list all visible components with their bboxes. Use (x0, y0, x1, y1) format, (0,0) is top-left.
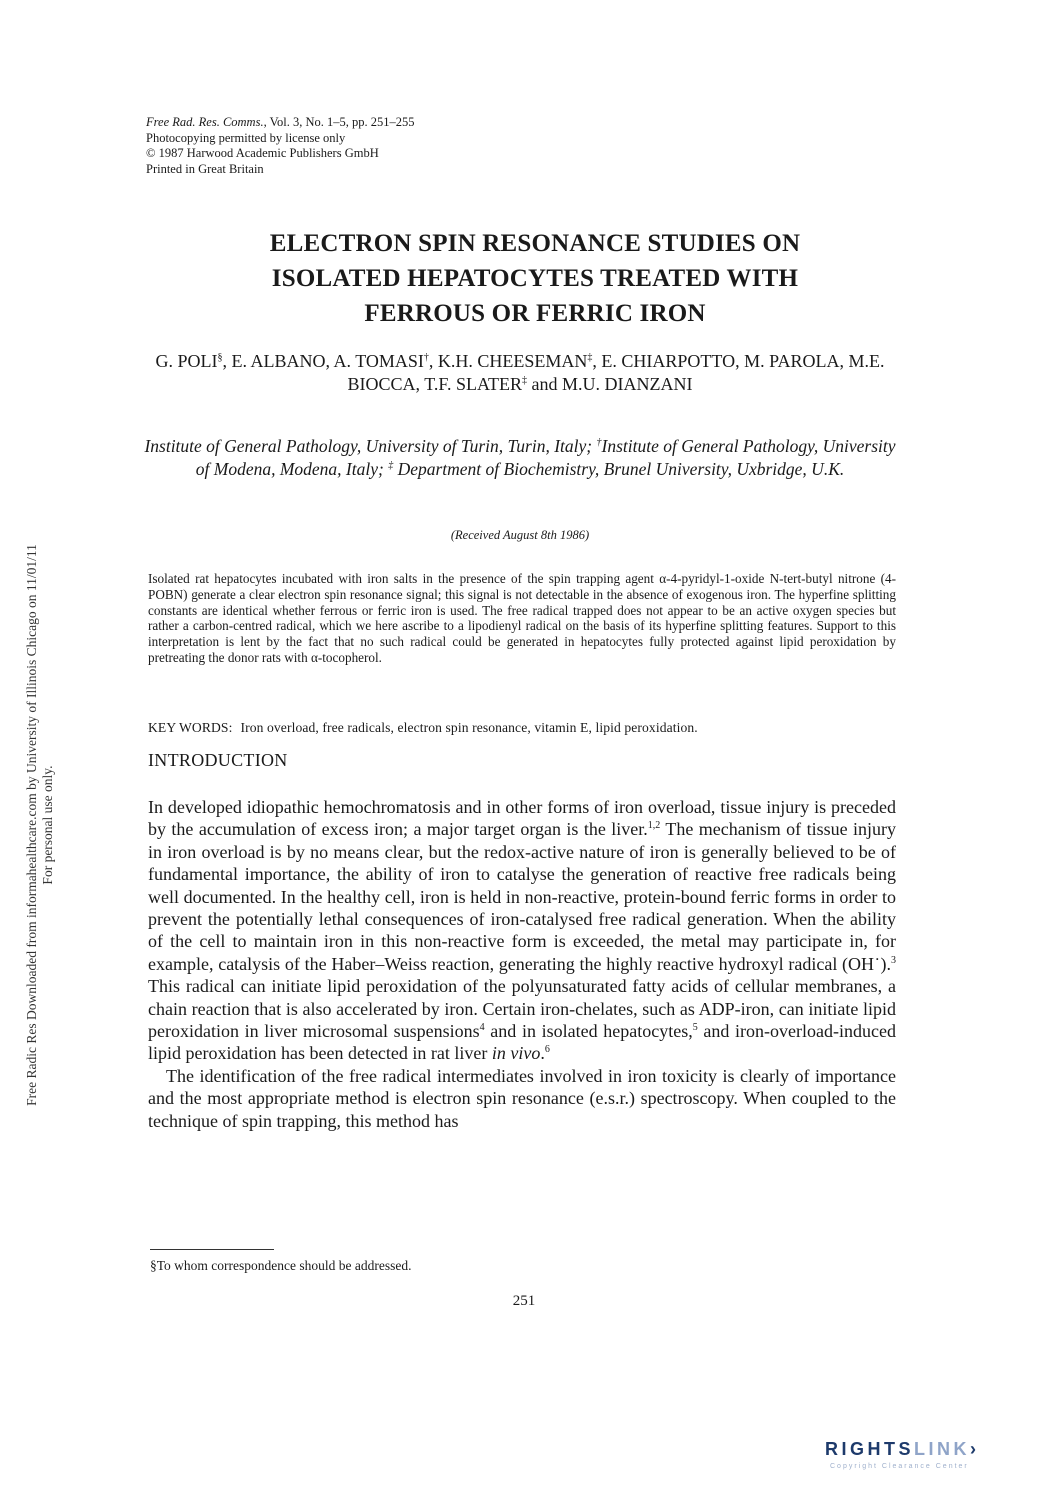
paper-title (120, 226, 950, 331)
title-line-1: ELECTRON SPIN RESONANCE STUDIES ON (269, 230, 801, 257)
keywords (148, 720, 896, 736)
journal-citation: Free Rad. Res. Comms., Vol. 3, No. 1–5, pp. 251–255 (146, 115, 415, 129)
logo-arrow-icon: › (970, 1439, 980, 1459)
introduction-body (148, 796, 896, 1132)
received-date: (Received August 8th 1986) (450, 528, 590, 542)
watermark-line-1: Free Radic Res Downloaded from informahealthcare.com by University of Illinois Chicago on 11/01/11 (24, 544, 39, 1106)
abstract: Isolated rat hepatocytes incubated with iron salts in the presence of the spin trapping agent α-4-pyridyl-1-oxide N-tert-butyl nitrone (4-POBN) generate a clear electron spin resonance signal; this signal is not detectable in the absence of exogenous iron. The hyperfine splitting constants are identical whether ferrous or ferric iron is used. The free radical trapped does not appear to be an active oxygen species but rather a carbon-centred radical, which we here ascribe to a lipodienyl radical on the basis of its hyperfine splitting features. Support to this interpretation is lent by the fact that no such radical could be generated in hepatocytes fully protected against lipid peroxidation by pretreating the donor rats with α-tocopherol. (148, 571, 896, 665)
journal-header (146, 115, 415, 177)
title-line-2: ISOLATED HEPATOCYTES TREATED WITH (271, 265, 799, 292)
section-heading-introduction: INTRODUCTION (148, 750, 288, 770)
watermark-line-2: For personal use only. (40, 765, 55, 885)
printed-line: Printed in Great Britain (146, 161, 264, 176)
title-line-3: FERROUS OR FERRIC IRON (364, 300, 706, 327)
download-watermark (24, 390, 56, 1260)
keywords-text: Iron overload, free radicals, electron spin resonance, vitamin E, lipid peroxidation. (240, 720, 698, 735)
keywords-label: KEY WORDS: (148, 720, 233, 735)
photocopy-note: Photocopying permitted by license only (146, 130, 346, 145)
footnote-divider (150, 1249, 274, 1250)
author-list: G. POLI§, E. ALBANO, A. TOMASI†, K.H. CHEESEMAN‡, E. CHIARPOTTO, M. PAROLA, M.E. BIOCCA, T.F. SLATER‡ and M.U. DIANZANI (155, 351, 885, 394)
copyright-line: © 1987 Harwood Academic Publishers GmbH (146, 146, 379, 160)
paragraph-2: The identification of the free radical intermediates involved in iron toxicity is clearly of importance and the most appropriate method is electron spin resonance (e.s.r.) spectroscopy. When coupled to the technique of spin trapping, this method has (148, 1065, 896, 1131)
rightslink-logo[interactable]: RIGHTSLINK› (825, 1439, 980, 1459)
footnote: §To whom correspondence should be addressed. (150, 1258, 412, 1273)
paragraph-1: In developed idiopathic hemochromatosis and in other forms of iron overload, tissue injury is preceded by the accumulation of excess iron; a major target organ is the liver.$^{1,2}$ The mechanism of tissue injury in iron overload is by no means clear, but the redox-active nature of iron is generally believed to be of fundamental importance, the ability of iron to catalyse the generation of reactive free radicals being well documented. In the healthy cell, iron is held in non-reactive, protein-bound ferric forms in order to prevent the potentially lethal consequences of iron-catalysed free radical generation. When the ability of the cell to maintain iron in this non-reactive form is exceeded, the metal may participate in, for example, catalysis of the Haber–Weiss reaction, generating the highly reactive hydroxyl radical (OH˙).$^3$ This radical can initiate lipid peroxidation of the polyunsaturated fatty acids of cellular membranes, a chain reaction that is also accelerated by iron. Certain iron-chelates, such as ADP-iron, can initiate lipid peroxidation in liver microsomal suspensions$^4$ and in isolated hepatocytes,$^5$ and iron-overload-induced lipid peroxidation has been detected in rat liver in vivo.$^6$ (148, 797, 896, 1064)
page-number: 251 (512, 1293, 536, 1309)
logo-tagline: Copyright Clearance Center (830, 1463, 969, 1470)
affiliations: Institute of General Pathology, University of Turin, Turin, Italy; †Institute of General Pathology, University of Modena, Modena, Italy; ‡ Department of Biochemistry, Brunel University, Uxbridge, U.K. (144, 436, 896, 479)
